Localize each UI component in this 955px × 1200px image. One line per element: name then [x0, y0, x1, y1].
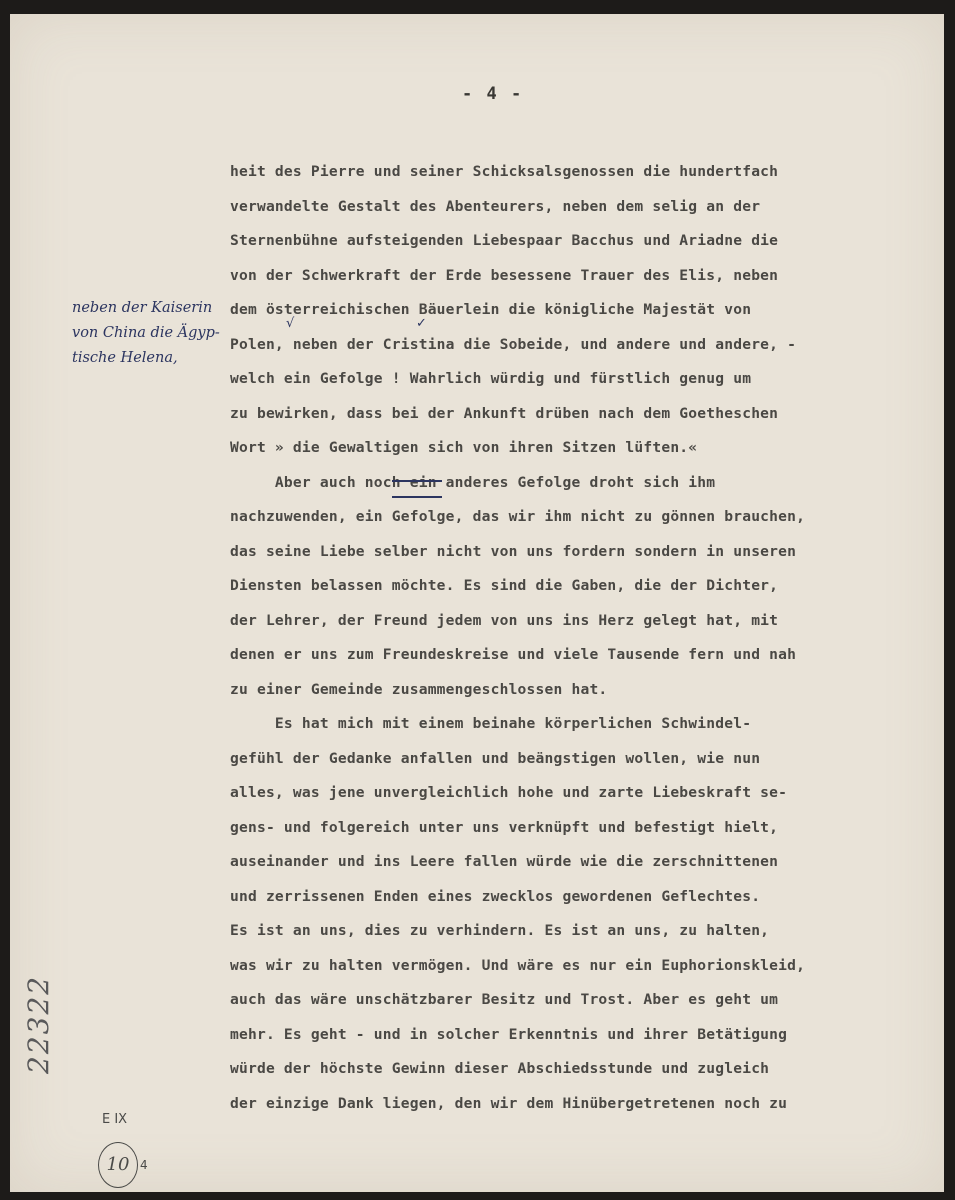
document-page	[10, 14, 944, 1192]
text-line: denen er uns zum Freundeskreise und viele Tausende fern und nah	[230, 646, 797, 663]
text-line: von der Schwerkraft der Erde besessene Trauer des Elis, neben	[230, 266, 779, 284]
text-line: nachzuwenden, ein Gefolge, das wir ihm nicht zu gönnen brauchen,	[230, 508, 806, 525]
margin-note-line: tische Helena,	[72, 350, 178, 366]
correction-mark-icon: ✓	[416, 316, 427, 331]
text-line: verwandelte Gestalt des Abenteurers, neben dem selig an der	[230, 197, 761, 215]
text-line: auch das wäre unschätzbarer Besitz und Trost. Aber es geht um	[230, 991, 779, 1008]
handwritten-margin-note	[72, 296, 230, 371]
margin-note-line: von China die Ägyp-	[72, 325, 220, 341]
text-line: zu bewirken, dass bei der Ankunft drüben nach dem Goetheschen	[230, 404, 779, 422]
text-line: Sternenbühne aufsteigenden Liebespaar Bacchus und Ariadne die	[230, 232, 779, 249]
text-line: Diensten belassen möchte. Es sind die Gaben, die der Dichter,	[230, 577, 779, 594]
signature-code: E IX	[102, 1112, 128, 1127]
text-line: Polen, neben der Cristina die Sobeide, und andere und andere, -	[230, 335, 797, 353]
text-line: Es ist an uns, dies zu verhindern. Es ist an uns, zu halten,	[230, 922, 770, 939]
text-line: gens- und folgereich unter uns verknüpft und befestigt hielt,	[230, 818, 779, 836]
text-line: Es hat mich mit einem beinahe körperlichen Schwindel-	[230, 715, 752, 732]
text-line: würde der höchste Gewinn dieser Abschiedsstunde und zugleich	[230, 1060, 770, 1077]
insertion-mark-icon: √	[286, 316, 295, 331]
text-line: welch ein Gefolge ! Wahrlich würdig und fürstlich genug um	[230, 370, 752, 387]
typescript-body	[230, 160, 930, 1126]
text-line: auseinander und ins Leere fallen würde wie die zerschnittenen	[230, 853, 779, 870]
text-line: zu einer Gemeinde zusammengeschlossen hat.	[230, 680, 608, 698]
text-line: Aber auch noch ein anderes Gefolge droht sich ihm	[230, 473, 716, 491]
text-line: der Lehrer, der Freund jedem von uns ins Herz gelegt hat, mit	[230, 611, 779, 629]
text-line: der einzige Dank liegen, den wir dem Hinübergetretenen noch zu	[230, 1094, 788, 1112]
text-line: das seine Liebe selber nicht von uns fordern sondern in unseren	[230, 542, 797, 560]
text-line: Wort » die Gewaltigen sich von ihren Sitzen lüften.«	[230, 439, 698, 456]
text-line: alles, was jene unvergleichlich hohe und zarte Liebeskraft se-	[230, 784, 788, 801]
text-line: was wir zu halten vermögen. Und wäre es nur ein Euphorionskleid,	[230, 956, 806, 974]
circled-folio-number: 10	[98, 1142, 138, 1188]
page-number: - 4 -	[462, 84, 524, 104]
text-line: dem österreichischen Bäuerlein die königliche Majestät von	[230, 301, 752, 318]
folio-subnumber: 4	[140, 1158, 148, 1172]
text-line: gefühl der Gedanke anfallen und beängstigen wollen, wie nun	[230, 749, 761, 767]
margin-note-line: neben der Kaiserin	[72, 300, 213, 316]
text-line: und zerrissenen Enden eines zwecklos gewordenen Geflechtes.	[230, 887, 761, 905]
text-line: mehr. Es geht - und in solcher Erkenntnis und ihrer Betätigung	[230, 1025, 788, 1043]
strikethrough-mark	[392, 480, 442, 498]
text-line: heit des Pierre und seiner Schicksalsgenossen die hundertfach	[230, 163, 779, 180]
archive-number: 22322	[22, 974, 55, 1074]
